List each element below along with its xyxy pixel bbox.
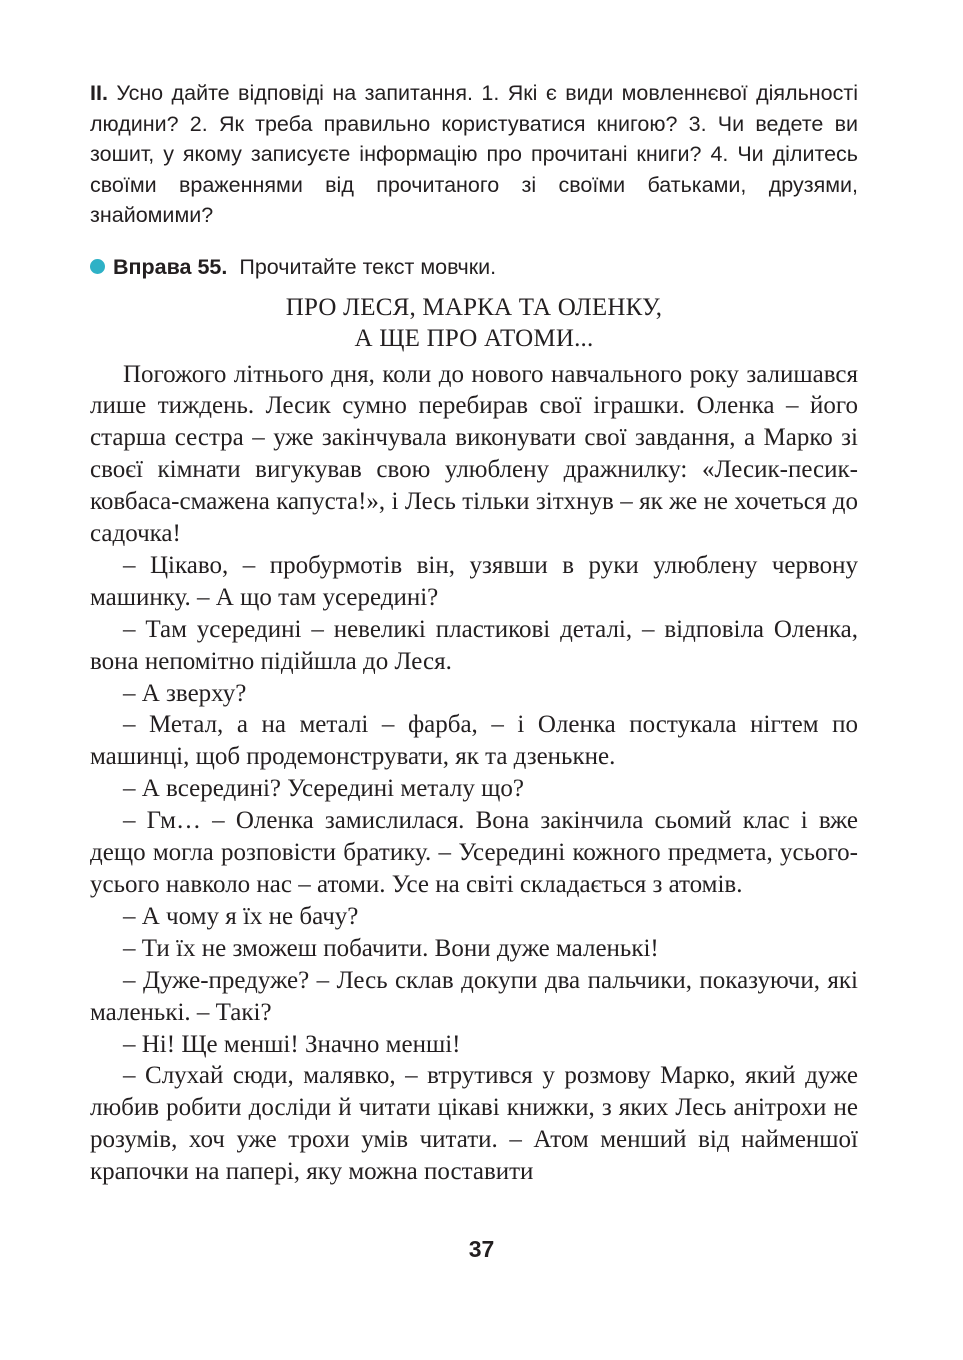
story-title-line-2: А ЩЕ ПРО АТОМИ...: [354, 324, 594, 352]
task-questions: [90, 78, 858, 231]
story-paragraph: – Ти їх не зможеш побачити. Вони дуже маленькі!: [123, 934, 659, 962]
story-paragraph: – А всередині? Усередині металу що?: [123, 775, 524, 803]
story-paragraph: – Дуже-предуже? – Лесь склав докупи два пальчики, показуючи, які маленькі. – Такі?: [90, 966, 858, 1026]
story-title: [90, 292, 858, 354]
page-content: [90, 78, 858, 1188]
story-title-line-1: ПРО ЛЕСЯ, МАРКА ТА ОЛЕНКУ,: [285, 293, 663, 321]
exercise-instruction: Прочитайте текст мовчки.: [239, 254, 497, 279]
story-paragraph: – А зверху?: [123, 679, 247, 707]
story-paragraph: – Там усередині – невеликі пластикові деталі, – відповіла Оленка, вона непомітно підійшла до Леся.: [90, 615, 858, 675]
story-paragraph: – Цікаво, – пробурмотів він, узявши в руки улюблену червону машинку. – А що там усередині?: [90, 551, 858, 611]
exercise-label: Вправа 55.: [113, 254, 228, 279]
task-text: Усно дайте відповіді на запитання. 1. Які є види мовленнєвої діяльності людини? 2. Як треба правильно користуватися книгою? 3. Чи ведете ви зошит, у якому записуєте інформацію про прочитані книги? 4. Чи ділитесь своїми враженнями від прочитаного зі своїми батьками, друзями, знайомими?: [90, 81, 858, 227]
story-paragraph: – А чому я їх не бачу?: [123, 902, 359, 930]
story-text: [90, 359, 858, 1189]
story-paragraph: – Гм… – Оленка замислилася. Вона закінчила сьомий клас і вже дещо могла розповісти братику. – Усередині кожного предмета, усього-усього навколо нас – атоми. Усе на світі складається з атомів.: [90, 807, 858, 898]
bullet-icon: [90, 259, 105, 274]
page-number: 37: [468, 1236, 495, 1262]
story-paragraph: – Слухай сюди, малявко, – втрутився у розмову Марко, який дуже любив робити досліди й читати цікаві книжки, з яких Лесь анітрохи не розумів, хоч уже трохи умів читати. – Атом менший від найменшої крапочки на папері, яку можна поставити: [90, 1062, 858, 1186]
story-paragraph: Погожого літнього дня, коли до нового навчального року залишався лише тиждень. Лесик сумно перебирав свої іграшки. Оленка – його старша сестра – уже закінчувала виконувати свої завдання, а Марко зі своєї кімнати вигукував свою улюблену дражнилку: «Лесик-песик-ковбаса-смажена капуста!», і Лесь тільки зітхнув – як же не хочеться до садочка!: [90, 360, 858, 548]
task-number: II.: [90, 81, 108, 105]
exercise-heading: [90, 252, 858, 282]
story-paragraph: – Метал, а на металі – фарба, – і Оленка постукала нігтем по машинці, щоб продемонструвати, як та дзенькне.: [90, 711, 858, 771]
story-paragraph: – Ні! Ще менші! Значно менші!: [123, 1030, 461, 1058]
